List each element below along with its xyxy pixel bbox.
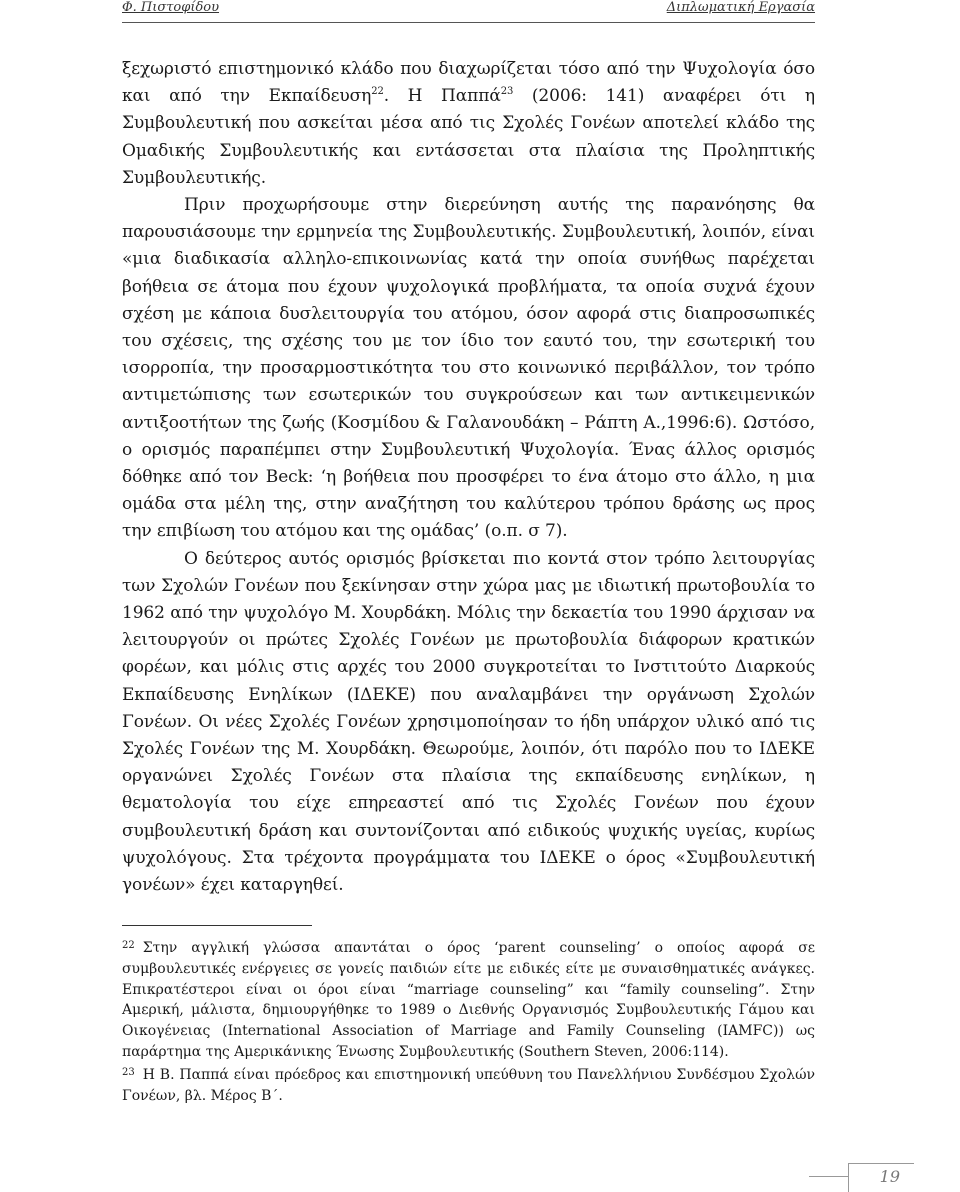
header-document-type: Διπλωματική Εργασία (666, 0, 815, 15)
footnote-23 (122, 1063, 815, 1107)
page-number: 19 (879, 1167, 900, 1186)
footnote-separator (122, 925, 312, 926)
paragraph-continuation (122, 56, 815, 192)
footnote-text: Η Β. Παππά είναι πρόεδρος και επιστημονική υπεύθυνη του Πανελλήνιου Συνδέσμου Σχολών Γονέων, βλ. Μέρος Β΄. (122, 1066, 815, 1104)
footnote-text: Στην αγγλική γλώσσα απαντάται ο όρος ‘parent counseling’ ο οποίος αφορά σε συμβουλευτικές ενέργειες σε γονείς παιδιών είτε με ειδικές είτε με συναισθηματικές ανάγκες. Επικρατέστεροι είναι οι όροι είναι “marriage counseling” και “family counseling”. Στην Αμερική, μάλιστα, δημιουργήθηκε το 1989 ο Διεθνής Οργανισμός Συμβουλευτικής Γάμου και Οικογένειας (International Association of Marriage and Family Counseling (IAMFC)) ως παράρτημα της Αμερικάνικης Ένωσης Συμβουλευτικής (Southern Steven, 2006:114). (122, 940, 815, 1060)
footnote-22 (122, 936, 815, 1063)
page-header (122, 0, 815, 23)
header-author: Φ. Πιστοφίδου (122, 0, 220, 15)
paragraph-1-part-2: . Η Παππά (383, 86, 501, 107)
paragraph-1-part-3: (2006: 141) αναφέρει ότι η Συμβουλευτική που ασκείται μέσα από τις Σχολές Γονέων αποτελεί κλάδο της Ομαδικής Συμβουλευτικής και εντάσσεται στα πλαίσια της Προληπτικής Συμβουλευτικής. (122, 86, 815, 188)
paragraph-2: Πριν προχωρήσουμε στην διερεύνηση αυτής της παρανόησης θα παρουσιάσουμε την ερμηνεία της Συμβουλευτικής. Συμβουλευτική, λοιπόν, είναι «μια διαδικασία αλληλο-επικοινωνίας κατά την οποία συνήθως παρέχεται βοήθεια σε άτομα που έχουν ψυχολογικά προβλήματα, τα οποία συχνά έχουν σχέση με κάποια δυσλειτουργία του ατόμου, όσον αφορά στις διαπροσωπικές του σχέσεις, της σχέσης του με τον ίδιο τον εαυτό του, την εσωτερική του ισορροπία, την προσαρμοστικότητα του στο κοινωνικό περιβάλλον, τον τρόπο αντιμετώπισης των εσωτερικών του συγκρούσεων και των αντικειμενικών αντιξοοτήτων της ζωής (Κοσμίδου & Γαλανουδάκη – Ράπτη Α.,1996:6). Ωστόσο, ο ορισμός παραπέμπει στην Συμβουλευτική Ψυχολογία. Ένας άλλος ορισμός δόθηκε από τον Beck: ‘η βοήθεια που προσφέρει το ένα άτομο στο άλλο, η μια ομάδα στα μέλη της, στην αναζήτηση του καλύτερου τρόπου δράσης ως προς την επιβίωση του ατόμου και της ομάδας’ (ο.π. σ 7). (122, 195, 815, 542)
paragraph-3: Ο δεύτερος αυτός ορισμός βρίσκεται πιο κοντά στον τρόπο λειτουργίας των Σχολών Γονέων που ξεκίνησαν στην χώρα μας με ιδιωτική πρωτοβουλία το 1962 από την ψυχολόγο Μ. Χουρδάκη. Μόλις την δεκαετία του 1990 άρχισαν να λειτουργούν οι πρώτες Σχολές Γονέων με πρωτοβουλία διάφορων κρατικών φορέων, και μόλις στις αρχές του 2000 συγκροτείται το Ινστιτούτο Διαρκούς Εκπαίδευσης Ενηλίκων (ΙΔΕΚΕ) που αναλαμβάνει την οργάνωση Σχολών Γονέων. Οι νέες Σχολές Γονέων χρησιμοποίησαν το ήδη υπάρχον υλικό από τις Σχολές Γονέων της Μ. Χουρδάκη. Θεωρούμε, λοιπόν, ότι παρόλο που το ΙΔΕΚΕ οργανώνει Σχολές Γονέων στα πλαίσια της εκπαίδευσης ενηλίκων, η θεματολογία του είχε επηρεαστεί από τις Σχολές Γονέων που έχουν συμβουλευτική δράση και συντονίζονται από ειδικούς ψυχικής υγείας, κυρίως ψυχολόγους. Στα τρέχοντα προγράμματα του ΙΔΕΚΕ ο όρος «Συμβουλευτική γονέων» έχει καταργηθεί. (122, 548, 815, 896)
footnote-ref-23[interactable]: 23 (500, 86, 514, 98)
body-text (122, 56, 815, 899)
footnote-number: 23 (122, 1066, 135, 1078)
footnote-ref-22[interactable]: 22 (371, 86, 384, 98)
footnotes (122, 936, 815, 1106)
paragraph-1-part-1: ξεχωριστό επιστημονικό κλάδο που διαχωρίζεται τόσο από την Ψυχολογία όσο και από την Εκπαίδευση (122, 59, 815, 107)
footnote-number: 22 (122, 940, 135, 951)
page-number-box (848, 1163, 914, 1192)
